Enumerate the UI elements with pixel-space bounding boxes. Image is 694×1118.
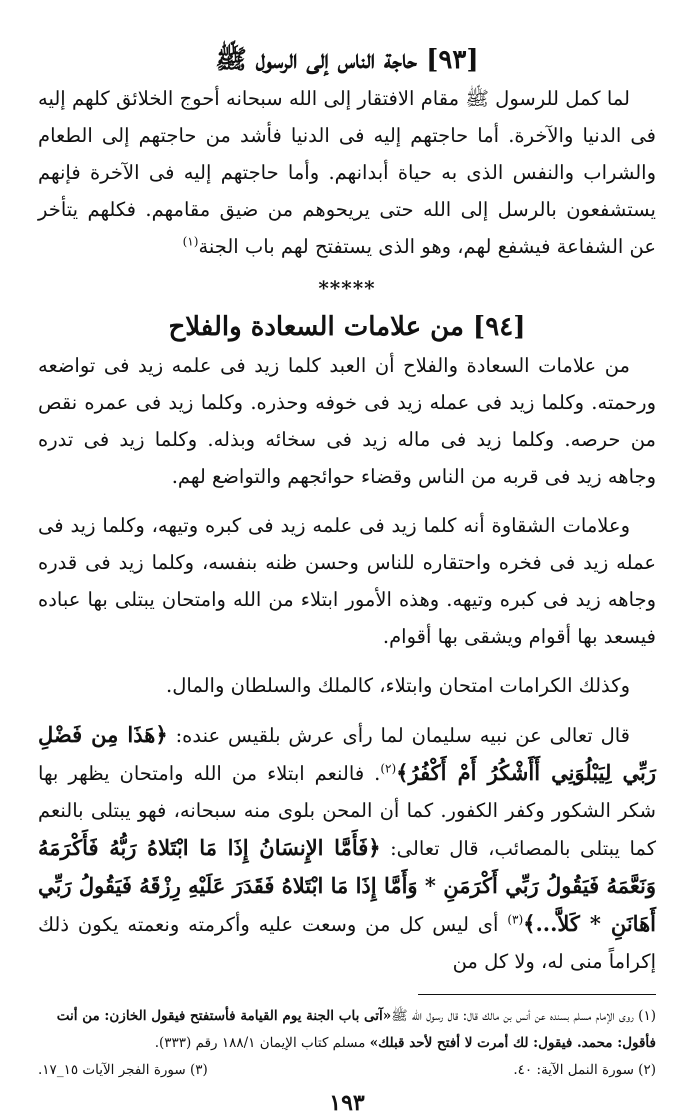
paragraph-text: . فالنعم ابتلاء من الله وامتحان يظهر بها شكر الشكور وكفر الكفور. كما أن المحن بلوى منه سبحانه، فهو يبتلى بالنعم كما يبتلى بالمصائب، قال تعالى: [38, 762, 656, 860]
section-heading-94: [٩٤] من علامات السعادة والفلاح [168, 312, 526, 342]
section-separator: ***** [318, 276, 376, 300]
page-number: ١٩٣ [329, 1090, 365, 1116]
footnote-text: (١) روى الإمام مسلم بسنده عن أنس بن مالك قال: قال رسول الله ﷺ [391, 1008, 656, 1024]
paragraph: وعلامات الشقاوة أنه كلما زيد فى علمه زيد فى كبره وتيهه، وكلما زيد فى عمله زيد فى فخره واحتقاره للناس وحسن ظنه بنفسه، وكلما زيد فى قدره وجاهه زيد فى كبره وتيهه. وهذه الأمور ابتلاء من الله وامتحان يبتلى بها عباده فيسعد بها أقوام ويشقى بها أقوام. [38, 514, 656, 648]
footnote-marker: (٣) [507, 912, 524, 927]
quran-verse: ﴿فَأَمَّا الإِنسَانُ إِذَا مَا ابْتَلاهُ رَبُّهُ فَأَكْرَمَهُ وَنَعَّمَهُ فَيَقُولُ رَبِّي أَكْرَمَنِ * وَأَمَّا إِذَا مَا ابْتَلاهُ فَقَدَرَ عَلَيْهِ رِزْقَهُ فَيَقُولُ رَبِّي أَهَانَنِ * كَلاَّ...﴾ [38, 835, 656, 936]
footnote-marker: (١) [182, 234, 199, 249]
footnote-text: مسلم كتاب الإيمان ١٨٨/١ رقم (٣٣٣). [154, 1035, 370, 1051]
footnote-1 [38, 1003, 656, 1057]
quran-verse: ﴿هَذَا مِن فَضْلِ رَبِّي لِيَبْلُوَنِي أَأَشْكُرُ أَمْ أَكْفُرُ﴾ [38, 722, 656, 785]
paragraph [38, 80, 656, 265]
paragraph-text: أى ليس كل من وسعت عليه وأكرمته ونعمته يكون ذلك إكراماً منى له، ولا كل من [38, 913, 656, 973]
paragraph-text: لما كمل للرسول ﷺ مقام الافتقار إلى الله سبحانه أحوج الخلائق كلهم إليه فى الدنيا والآخرة. أما حاجتهم إليه فى الدنيا فأشد من حاجتهم إلى الطعام والشراب والنفس الذى به حياة أبدانهم. وأما حاجتهم إليه فى الآخرة فإنهم يستشفعون بالرسل إلى الله حتى يريحوهم من ضيق مقامهم. فكلهم يتأخر عن الشفاعة فيشفع لهم، وهو الذى يستفتح لهم باب الجنة [38, 87, 656, 258]
footnote-2: (٢) سورة النمل الآية: ٤٠. [513, 1062, 656, 1078]
footnote-3: (٣) سورة الفجر الآيات ١٥_١٧. [38, 1062, 208, 1078]
section-heading-93: [٩٣] حاجة الناس إلى الرسول ﷺ [215, 45, 479, 75]
footnotes-row [38, 1057, 656, 1084]
footnote-hadith: «آتى باب الجنة يوم القيامة فأستفتح فيقول الخازن: من أنت فأقول: محمد. فيقول: لك أمرت لا أفتح لأحد قبلك» [56, 1008, 656, 1051]
paragraph: من علامات السعادة والفلاح أن العبد كلما زيد فى علمه زيد فى تواضعه ورحمته. وكلما زيد فى عمله زيد فى خوفه وحذره. وكلما زيد فى عمره نقص من حرصه. وكلما زيد فى ماله زيد فى سخائه وبذله. وكلما زيد فى تدره وجاهه زيد فى قربه من الناس وقضاء حوائجهم والتواضع لهم. [38, 354, 656, 488]
book-page [38, 40, 656, 1118]
paragraph-text: قال تعالى عن نبيه سليمان لما رأى عرش بلقيس عنده: [167, 724, 630, 747]
paragraph [38, 716, 656, 980]
paragraph: وكذلك الكرامات امتحان وابتلاء، كالملك والسلطان والمال. [166, 674, 630, 697]
footnote-marker: (٢) [380, 761, 397, 776]
footnote-divider [418, 994, 656, 995]
